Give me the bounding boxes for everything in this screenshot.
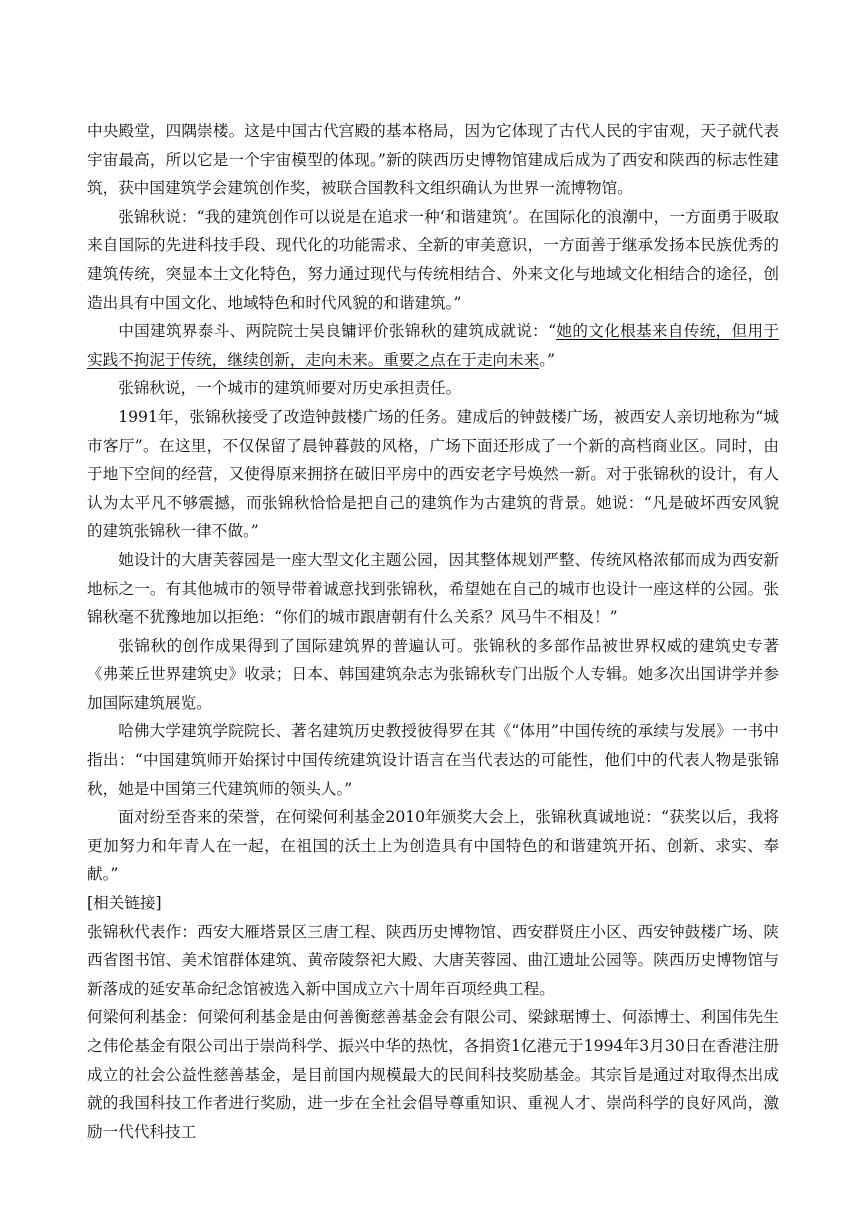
link-hlhl-foundation: 何梁何利基金：何梁何利基金是由何善衡慈善基金会有限公司、梁銶琚博士、何添博士、利国伟先生之伟伦基金有限公司出于崇尚科学、振兴中华的热忱，各捐资1亿港元于1994年3月30日在香港注册成立的社会公益性慈善基金，是目前国内规模最大的民间科技奖励基金。其宗旨是通过对取得杰出成就的我国科技工作者进行奖励，进一步在全社会倡导尊重知识、重视人才、崇尚科学的良好风尚，激励一代代科技工 — [87, 1008, 779, 1141]
paragraph-palace-layout: 中央殿堂，四隅崇楼。这是中国古代宫殿的基本格局，因为它体现了古代人民的宇宙观，天子就代表宇宙最高，所以它是一个宇宙模型的体现。”新的陕西历史博物馆建成后成为了西安和陕西的标志性建筑，获中国建筑学会建筑创作奖，被联合国教科文组织确认为世界一流博物馆。 — [87, 122, 779, 198]
paragraph-architect-responsibility: 张锦秋说，一个城市的建筑师要对历史承担责任。 — [118, 379, 462, 398]
related-links-heading: [相关链接] — [87, 894, 162, 913]
paragraph-tang-paradise: 她设计的大唐芙蓉园是一座大型文化主题公园，因其整体规划严整、传统风格浓郁而成为西安新地标之一。有其他城市的领导带着诚意找到张锦秋，希望她在自己的城市也设计一座这样的公园。张锦秋毫不犹豫地加以拒绝：“你们的城市跟唐朝有什么关系？风马牛不相及！” — [87, 550, 779, 627]
paragraph-harmonious-architecture-quote: 张锦秋说：“我的建筑创作可以说是在追求一种‘和谐建筑’。在国际化的浪潮中，一方面勇于吸取来自国际的先进科技手段、现代化的功能需求、全新的审美意识，一方面善于继承发扬本民族优秀的建筑传统，突显本土文化特色，努力通过现代与传统相结合、外来文化与地域文化相结合的途径，创造出具有中国文化、地域特色和时代风貌的和谐建筑。” — [87, 207, 779, 312]
paragraph-international-recognition: 张锦秋的创作成果得到了国际建筑界的普遍认可。张锦秋的多部作品被世界权威的建筑史专著《弗莱丘世界建筑史》收录；日本、韩国建筑杂志为张锦秋专门出版个人专辑。她多次出国讲学并参加国际建筑展览。 — [87, 636, 779, 712]
evaluation-lead-in: 中国建筑界泰斗、两院院士吴良镛评价张锦秋的建筑成就说：“ — [118, 322, 557, 341]
paragraph-harvard-evaluation: 哈佛大学建筑学院院长、著名建筑历史教授彼得罗在其《“体用”中国传统的承续与发展》一书中指出：“中国建筑师开始探讨中国传统建筑设计语言在当代表达的可能性，他们中的代表人物是张锦秋，她是中国第三代建筑师的领头人。” — [87, 722, 779, 798]
evaluation-closing: 。” — [539, 350, 556, 369]
paragraph-wu-liangyong-evaluation — [87, 317, 779, 374]
document-page — [87, 117, 779, 1146]
paragraph-award-speech: 面对纷至沓来的荣誉，在何梁何利基金2010年颁奖大会上，张锦秋真诚地说：“获奖以后，我将更加努力和年青人在一起，在祖国的沃土上为创造具有中国特色的和谐建筑开拓、创新、求实、奉献。” — [87, 808, 779, 884]
link-representative-works: 张锦秋代表作：西安大雁塔景区三唐工程、陕西历史博物馆、西安群贤庄小区、西安钟鼓楼广场、陕西省图书馆、美术馆群体建筑、黄帝陵祭祀大殿、大唐芙蓉园、曲江遗址公园等。陕西历史博物馆与新落成的延安革命纪念馆被选入新中国成立六十周年百项经典工程。 — [87, 922, 779, 998]
underlined-quote: 她的文化根基来自传统，但用于实践不拘泥于传统，继续创新，走向未来。重要之点在于走向未来 — [87, 322, 779, 369]
paragraph-bell-drum-tower-square: 1991年，张锦秋接受了改造钟鼓楼广场的任务。建成后的钟鼓楼广场，被西安人亲切地称为“城市客厅”。在这里，不仅保留了晨钟暮鼓的风格，广场下面还形成了一个新的高档商业区。同时，由于地下空间的经营，又使得原来拥挤在破旧平房中的西安老字号焕然一新。对于张锦秋的设计，有人认为太平凡不够震撼，而张锦秋恰恰是把自己的建筑作为古建筑的背景。她说：“凡是破坏西安风貌的建筑张锦秋一律不做。” — [87, 407, 779, 541]
